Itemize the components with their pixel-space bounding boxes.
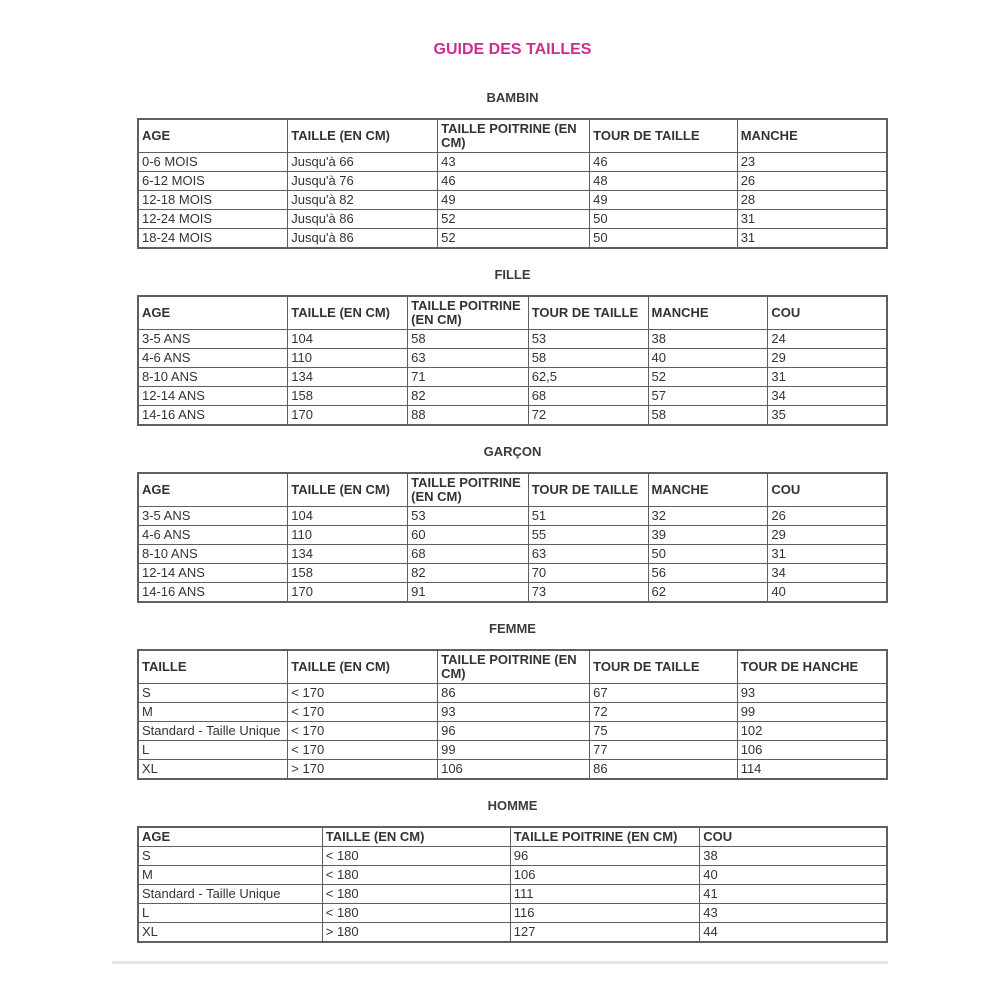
table-cell: 40 xyxy=(768,583,887,603)
tables-column xyxy=(137,41,888,943)
column-header: TOUR DE TAILLE xyxy=(590,119,738,153)
table-row xyxy=(138,722,887,741)
table-cell: 8-10 ANS xyxy=(138,368,288,387)
table-cell: Jusqu'à 86 xyxy=(288,229,438,249)
table-cell: 106 xyxy=(737,741,887,760)
table-cell: 4-6 ANS xyxy=(138,349,288,368)
table-cell: 32 xyxy=(648,507,768,526)
table-cell: 40 xyxy=(648,349,768,368)
table-cell: 50 xyxy=(648,545,768,564)
table-cell: 34 xyxy=(768,387,887,406)
table-cell: 50 xyxy=(590,210,738,229)
column-header: MANCHE xyxy=(648,473,768,507)
table-cell: 106 xyxy=(510,866,699,885)
table-cell: 116 xyxy=(510,904,699,923)
content-area xyxy=(112,41,888,964)
column-header: TOUR DE TAILLE xyxy=(528,473,648,507)
size-table-homme xyxy=(137,826,888,943)
table-cell: 82 xyxy=(408,387,529,406)
table-cell: 70 xyxy=(528,564,648,583)
table-cell: < 170 xyxy=(288,722,438,741)
table-cell: 55 xyxy=(528,526,648,545)
column-header: TAILLE (EN CM) xyxy=(288,650,438,684)
table-cell: 35 xyxy=(768,406,887,426)
size-table-femme xyxy=(137,649,888,780)
table-cell: 86 xyxy=(438,684,590,703)
header-row xyxy=(138,650,887,684)
table-cell: 72 xyxy=(528,406,648,426)
table-row xyxy=(138,741,887,760)
table-row xyxy=(138,904,887,923)
bottom-divider xyxy=(112,961,888,964)
table-cell: 82 xyxy=(408,564,529,583)
table-cell: 50 xyxy=(590,229,738,249)
table-cell: 41 xyxy=(700,885,887,904)
section-garcon xyxy=(137,444,888,603)
column-header: TAILLE (EN CM) xyxy=(288,119,438,153)
table-cell: 34 xyxy=(768,564,887,583)
table-cell: L xyxy=(138,741,288,760)
table-row xyxy=(138,229,887,249)
table-cell: 110 xyxy=(288,349,408,368)
section-fille xyxy=(137,267,888,426)
column-header: AGE xyxy=(138,296,288,330)
table-row xyxy=(138,545,887,564)
table-cell: 18-24 MOIS xyxy=(138,229,288,249)
table-cell: 127 xyxy=(510,923,699,943)
section-homme xyxy=(137,798,888,943)
header-row xyxy=(138,119,887,153)
table-cell: 60 xyxy=(408,526,529,545)
column-header: AGE xyxy=(138,473,288,507)
header-row xyxy=(138,473,887,507)
column-header: TOUR DE TAILLE xyxy=(528,296,648,330)
column-header: TAILLE (EN CM) xyxy=(288,296,408,330)
table-row xyxy=(138,406,887,426)
table-cell: 58 xyxy=(528,349,648,368)
table-row xyxy=(138,760,887,780)
table-cell: Standard - Taille Unique xyxy=(138,885,322,904)
table-cell: 134 xyxy=(288,368,408,387)
section-heading-femme: FEMME xyxy=(489,621,536,636)
table-cell: 104 xyxy=(288,330,408,349)
table-cell: 31 xyxy=(737,229,887,249)
column-header: TAILLE POITRINE (EN CM) xyxy=(408,296,529,330)
table-cell: 99 xyxy=(737,703,887,722)
table-cell: 39 xyxy=(648,526,768,545)
table-cell: 99 xyxy=(438,741,590,760)
table-cell: 53 xyxy=(408,507,529,526)
table-cell: 29 xyxy=(768,526,887,545)
table-cell: 43 xyxy=(700,904,887,923)
table-cell: 93 xyxy=(438,703,590,722)
table-cell: Standard - Taille Unique xyxy=(138,722,288,741)
table-cell: 62,5 xyxy=(528,368,648,387)
table-cell: 57 xyxy=(648,387,768,406)
table-cell: 12-14 ANS xyxy=(138,387,288,406)
table-row xyxy=(138,191,887,210)
table-row xyxy=(138,923,887,943)
column-header: TAILLE (EN CM) xyxy=(322,827,510,847)
table-cell: 62 xyxy=(648,583,768,603)
column-header: MANCHE xyxy=(648,296,768,330)
table-cell: 31 xyxy=(737,210,887,229)
table-cell: 8-10 ANS xyxy=(138,545,288,564)
section-femme xyxy=(137,621,888,780)
column-header: TAILLE POITRINE (EN CM) xyxy=(510,827,699,847)
column-header: TAILLE POITRINE (EN CM) xyxy=(438,119,590,153)
table-cell: 86 xyxy=(590,760,738,780)
table-cell: 6-12 MOIS xyxy=(138,172,288,191)
table-cell: XL xyxy=(138,923,322,943)
table-row xyxy=(138,507,887,526)
table-cell: 38 xyxy=(648,330,768,349)
table-cell: 67 xyxy=(590,684,738,703)
table-cell: 12-24 MOIS xyxy=(138,210,288,229)
section-heading-homme: HOMME xyxy=(487,798,538,813)
table-cell: 23 xyxy=(737,153,887,172)
table-cell: 28 xyxy=(737,191,887,210)
size-table-bambin xyxy=(137,118,888,249)
table-row xyxy=(138,330,887,349)
table-cell: 93 xyxy=(737,684,887,703)
table-cell: 56 xyxy=(648,564,768,583)
table-cell: 12-18 MOIS xyxy=(138,191,288,210)
table-cell: 110 xyxy=(288,526,408,545)
table-cell: < 170 xyxy=(288,684,438,703)
table-cell: 31 xyxy=(768,368,887,387)
table-row xyxy=(138,387,887,406)
column-header: TAILLE POITRINE (EN CM) xyxy=(408,473,529,507)
table-cell: 77 xyxy=(590,741,738,760)
table-cell: 14-16 ANS xyxy=(138,583,288,603)
table-cell: < 180 xyxy=(322,847,510,866)
table-cell: 52 xyxy=(438,210,590,229)
table-cell: 49 xyxy=(590,191,738,210)
section-heading-bambin: BAMBIN xyxy=(486,90,539,105)
page-title: GUIDE DES TAILLES xyxy=(433,41,592,58)
table-cell: < 180 xyxy=(322,904,510,923)
table-cell: 68 xyxy=(408,545,529,564)
table-cell: 4-6 ANS xyxy=(138,526,288,545)
table-cell: 72 xyxy=(590,703,738,722)
section-bambin xyxy=(137,90,888,249)
table-row xyxy=(138,368,887,387)
table-cell: L xyxy=(138,904,322,923)
table-row xyxy=(138,684,887,703)
column-header: TOUR DE HANCHE xyxy=(737,650,887,684)
table-cell: M xyxy=(138,703,288,722)
table-cell: > 170 xyxy=(288,760,438,780)
table-cell: 14-16 ANS xyxy=(138,406,288,426)
table-cell: 96 xyxy=(438,722,590,741)
table-cell: 134 xyxy=(288,545,408,564)
table-cell: Jusqu'à 82 xyxy=(288,191,438,210)
table-cell: Jusqu'à 66 xyxy=(288,153,438,172)
table-cell: 51 xyxy=(528,507,648,526)
column-header: COU xyxy=(768,296,887,330)
table-cell: Jusqu'à 76 xyxy=(288,172,438,191)
table-row xyxy=(138,583,887,603)
column-header: COU xyxy=(700,827,887,847)
table-cell: 46 xyxy=(438,172,590,191)
column-header: COU xyxy=(768,473,887,507)
table-cell: 38 xyxy=(700,847,887,866)
table-cell: 58 xyxy=(648,406,768,426)
section-heading-fille: FILLE xyxy=(494,267,531,282)
table-cell: S xyxy=(138,684,288,703)
column-header: TAILLE POITRINE (EN CM) xyxy=(438,650,590,684)
table-cell: 63 xyxy=(528,545,648,564)
table-cell: 43 xyxy=(438,153,590,172)
table-cell: < 170 xyxy=(288,703,438,722)
table-row xyxy=(138,703,887,722)
table-cell: 73 xyxy=(528,583,648,603)
header-row xyxy=(138,827,887,847)
column-header: AGE xyxy=(138,827,322,847)
table-cell: > 180 xyxy=(322,923,510,943)
table-cell: 46 xyxy=(590,153,738,172)
table-cell: 31 xyxy=(768,545,887,564)
column-header: MANCHE xyxy=(737,119,887,153)
table-cell: 75 xyxy=(590,722,738,741)
column-header: AGE xyxy=(138,119,288,153)
table-cell: 3-5 ANS xyxy=(138,507,288,526)
table-row xyxy=(138,210,887,229)
table-cell: 104 xyxy=(288,507,408,526)
table-cell: 53 xyxy=(528,330,648,349)
table-cell: 158 xyxy=(288,387,408,406)
table-cell: 158 xyxy=(288,564,408,583)
table-row xyxy=(138,172,887,191)
size-table-fille xyxy=(137,295,888,426)
table-cell: 170 xyxy=(288,583,408,603)
table-cell: 44 xyxy=(700,923,887,943)
table-cell: 52 xyxy=(648,368,768,387)
table-row xyxy=(138,349,887,368)
table-cell: 48 xyxy=(590,172,738,191)
table-row xyxy=(138,153,887,172)
table-cell: M xyxy=(138,866,322,885)
table-row xyxy=(138,866,887,885)
table-row xyxy=(138,885,887,904)
column-header: TAILLE xyxy=(138,650,288,684)
header-row xyxy=(138,296,887,330)
table-cell: 24 xyxy=(768,330,887,349)
table-cell: 91 xyxy=(408,583,529,603)
table-row xyxy=(138,564,887,583)
table-cell: 63 xyxy=(408,349,529,368)
table-cell: 68 xyxy=(528,387,648,406)
section-heading-garcon: GARÇON xyxy=(483,444,542,459)
table-cell: < 180 xyxy=(322,866,510,885)
table-cell: 71 xyxy=(408,368,529,387)
table-cell: 49 xyxy=(438,191,590,210)
column-header: TAILLE (EN CM) xyxy=(288,473,408,507)
table-cell: 58 xyxy=(408,330,529,349)
table-cell: 0-6 MOIS xyxy=(138,153,288,172)
size-table-garcon xyxy=(137,472,888,603)
table-cell: 88 xyxy=(408,406,529,426)
table-cell: 102 xyxy=(737,722,887,741)
table-cell: S xyxy=(138,847,322,866)
table-cell: 114 xyxy=(737,760,887,780)
column-header: TOUR DE TAILLE xyxy=(590,650,738,684)
table-cell: < 170 xyxy=(288,741,438,760)
table-cell: 40 xyxy=(700,866,887,885)
table-cell: < 180 xyxy=(322,885,510,904)
table-cell: 12-14 ANS xyxy=(138,564,288,583)
table-cell: 29 xyxy=(768,349,887,368)
table-row xyxy=(138,526,887,545)
table-cell: 26 xyxy=(768,507,887,526)
table-cell: 96 xyxy=(510,847,699,866)
table-cell: 3-5 ANS xyxy=(138,330,288,349)
table-cell: Jusqu'à 86 xyxy=(288,210,438,229)
table-cell: 170 xyxy=(288,406,408,426)
table-cell: 111 xyxy=(510,885,699,904)
table-row xyxy=(138,847,887,866)
table-cell: XL xyxy=(138,760,288,780)
table-cell: 52 xyxy=(438,229,590,249)
table-cell: 26 xyxy=(737,172,887,191)
table-cell: 106 xyxy=(438,760,590,780)
